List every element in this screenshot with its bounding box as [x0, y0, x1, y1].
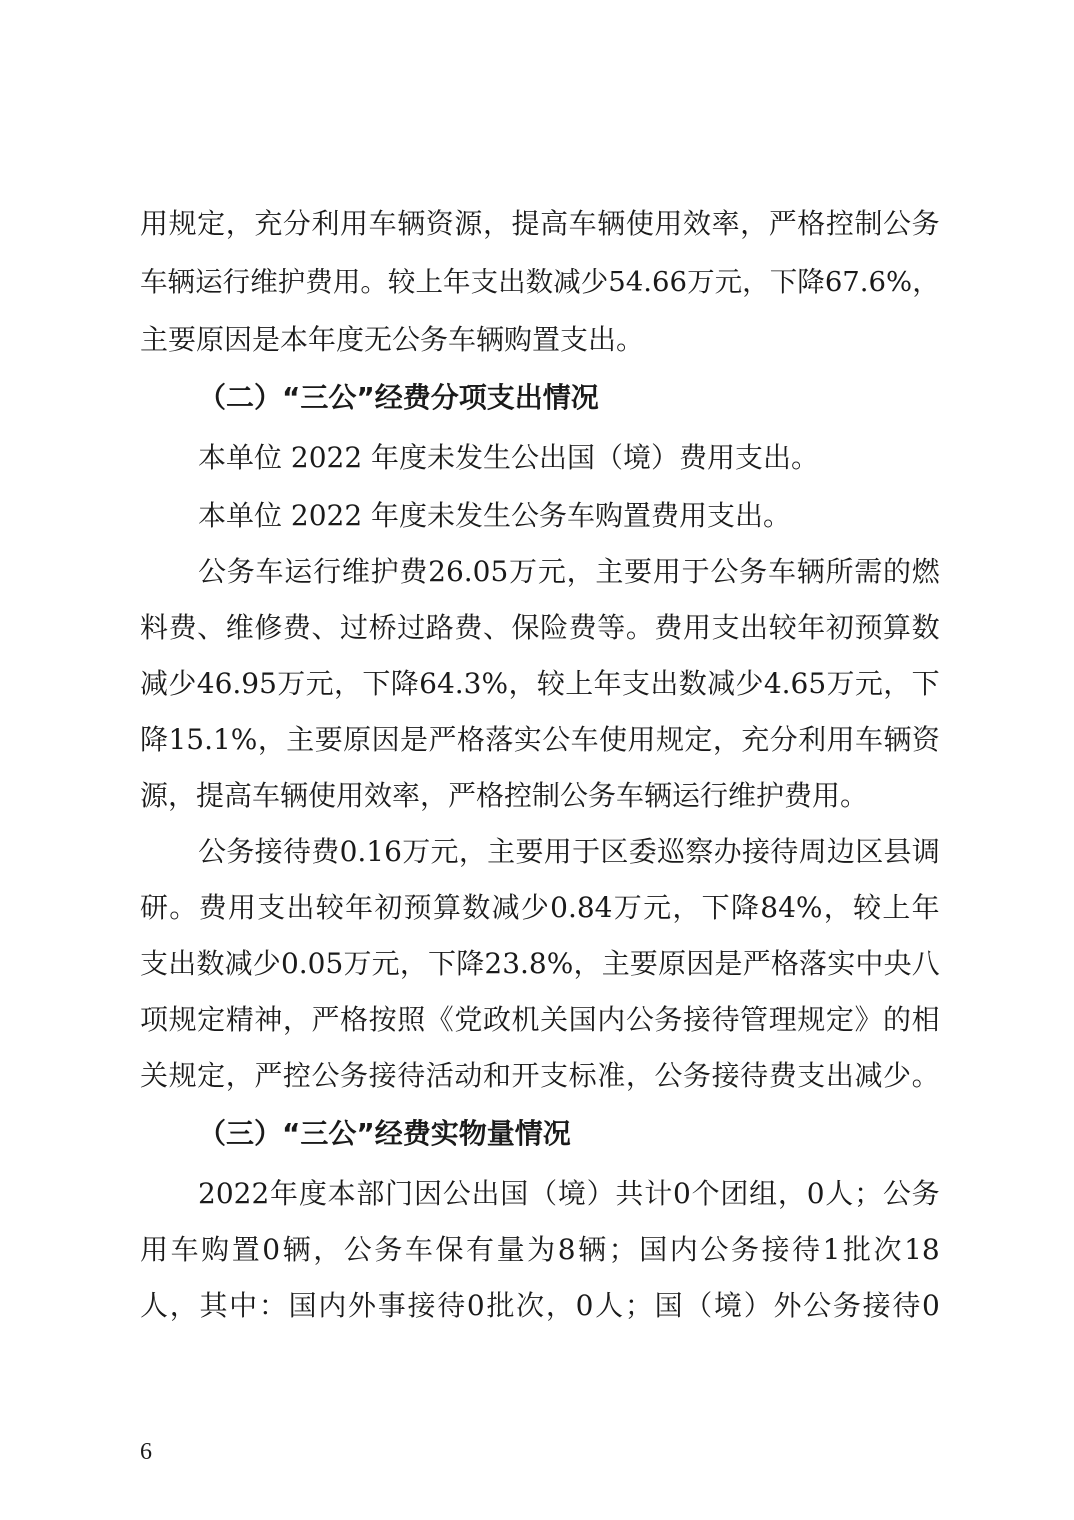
- section-heading: （二）“三公”经费分项支出情况: [198, 381, 599, 414]
- paragraph-line: 主要原因是本年度无公务车辆购置支出。: [140, 323, 645, 356]
- page-number: 6: [140, 1439, 152, 1465]
- paragraph-line: 减 少 46.95 万 元 ， 下 降 64.3% ， 较 上 年 支 出 数 减 少 4.65 万 元 ， 下: [140, 667, 940, 700]
- paragraph-line: 公 务 车 运 行 维 护 费 26.05 万 元 ， 主 要 用 于 公 务 车 辆 所 需 的 燃: [198, 555, 940, 588]
- paragraph-line: 2022 年 度 本 部 门 因 公 出 国 （ 境 ） 共 计 0 个 团 组 ， 0 人 ； 公 务: [198, 1177, 940, 1210]
- paragraph-line: 关 规 定 ， 严 控 公 务 接 待 活 动 和 开 支 标 准 ， 公 务 接 待 费 支 出 减 少 。: [140, 1059, 940, 1092]
- paragraph-line: 源，提高车辆使用效率，严格控制公务车辆运行维护费用。: [140, 779, 869, 812]
- paragraph-line: 用 规 定 ， 充 分 利 用 车 辆 资 源 ， 提 高 车 辆 使 用 效 率 ， 严 格 控 制 公 务: [140, 207, 940, 240]
- paragraph-line: 本单位 2022 年度未发生公出国（境）费用支出。: [198, 441, 820, 474]
- paragraph-line: 支 出 数 减 少 0.05 万 元 ， 下 降 23.8% ， 主 要 原 因 是 严 格 落 实 中 央 八: [140, 947, 940, 980]
- paragraph-line: 项 规 定 精 神 ， 严 格 按 照 《 党 政 机 关 国 内 公 务 接 待 管 理 规 定 》 的 相: [140, 1003, 940, 1036]
- paragraph-line: 车 辆 运 行 维 护 费 用 。 较 上 年 支 出 数 减 少 54.66 万 元 ， 下 降 67.6% ，: [140, 266, 940, 298]
- paragraph-line: 研 。 费 用 支 出 较 年 初 预 算 数 减 少 0.84 万 元 ， 下 降 84% ， 较 上 年: [140, 891, 940, 924]
- paragraph-line: 料 费 、 维 修 费 、 过 桥 过 路 费 、 保 险 费 等 。 费 用 支 出 较 年 初 预 算 数: [140, 611, 940, 644]
- paragraph-line: 用 车 购 置 0 辆 ， 公 务 车 保 有 量 为 8 辆 ； 国 内 公 务 接 待 1 批 次 18: [140, 1233, 940, 1266]
- paragraph-line: 降 15.1% ， 主 要 原 因 是 严 格 落 实 公 车 使 用 规 定 ， 充 分 利 用 车 辆 资: [140, 723, 940, 756]
- paragraph-line: 本单位 2022 年度未发生公务车购置费用支出。: [198, 499, 792, 532]
- paragraph-line: 人 ， 其 中 ： 国 内 外 事 接 待 0 批 次 ， 0 人 ； 国 （ 境 ） 外 公 务 接 待 0: [140, 1289, 940, 1322]
- paragraph-line: 公 务 接 待 费 0.16 万 元 ， 主 要 用 于 区 委 巡 察 办 接 待 周 边 区 县 调: [198, 835, 940, 868]
- section-heading: （三）“三公”经费实物量情况: [198, 1117, 571, 1150]
